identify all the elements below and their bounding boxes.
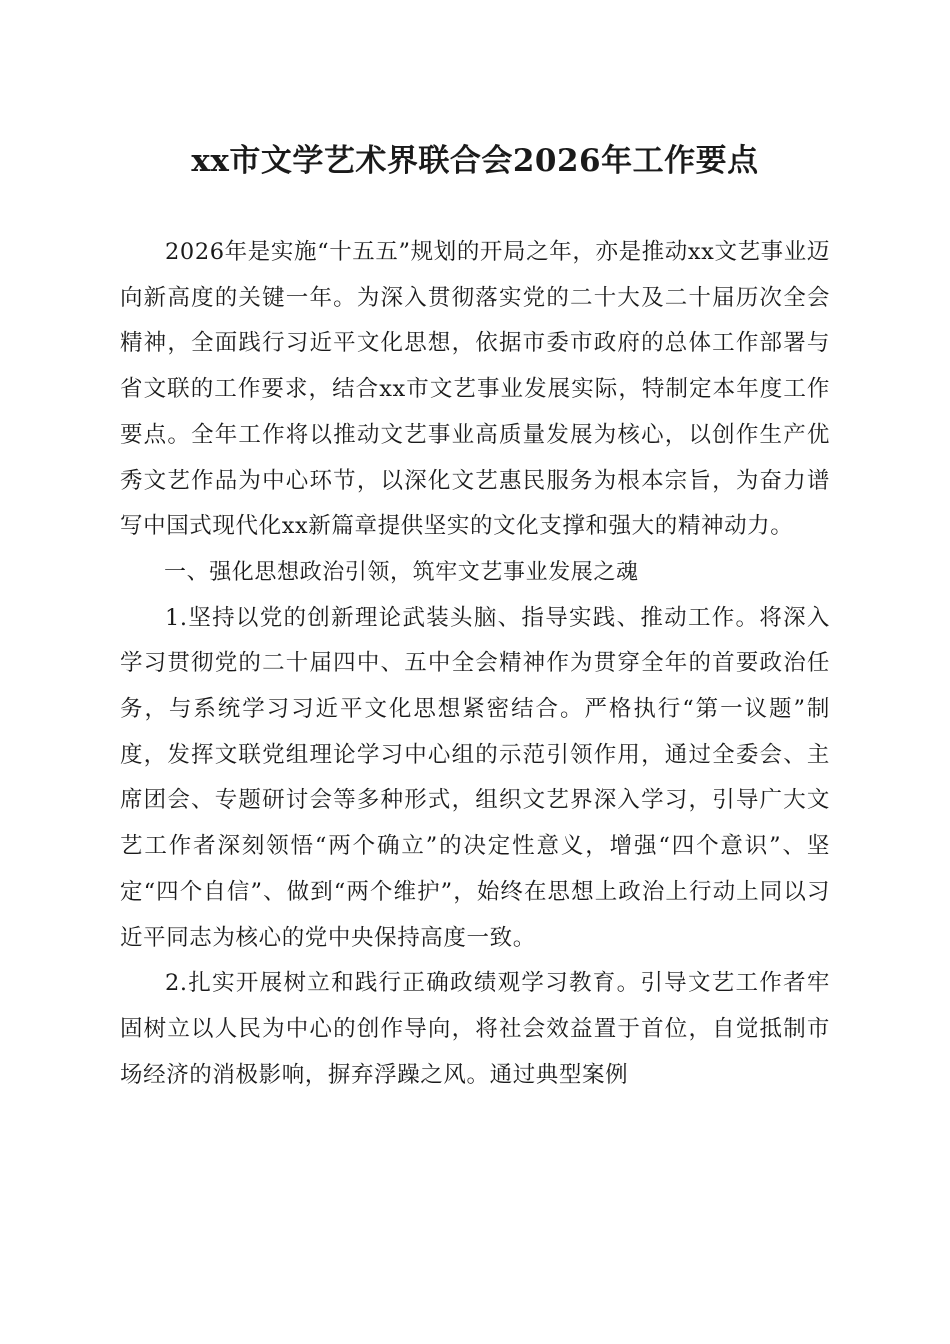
document-title: xx市文学艺术界联合会2026年工作要点 xyxy=(191,143,759,179)
intro-paragraph: 2026年是实施“十五五”规划的开局之年，亦是推动xx文艺事业迈向新高度的关键一年。为深入贯彻落实党的二十大及二十届历次全会精神，全面践行习近平文化思想，依据市委市政府的总体工作部署与省文联的工作要求，结合xx市文艺事业发展实际，特制定本年度工作要点。全年工作将以推动文艺事业高质量发展为核心，以创作生产优秀文艺作品为中心环节，以深化文艺惠民服务为根本宗旨，为奋力谱写中国式现代化xx新篇章提供坚实的文化支撑和强大的精神动力。 xyxy=(120,239,830,540)
document-body xyxy=(120,230,830,1098)
section-heading: 一、强化思想政治引领，筑牢文艺事业发展之魂 xyxy=(164,559,639,585)
section-item-paragraph: 2.扎实开展树立和践行正确政绩观学习教育。引导文艺工作者牢固树立以人民为中心的创作导向，将社会效益置于首位，自觉抵制市场经济的消极影响，摒弃浮躁之风。通过典型案例 xyxy=(120,970,830,1088)
section-item-paragraph: 1.坚持以党的创新理论武装头脑、指导实践、推动工作。将深入学习贯彻党的二十届四中、五中全会精神作为贯穿全年的首要政治任务，与系统学习习近平文化思想紧密结合。严格执行“第一议题”制度，发挥文联党组理论学习中心组的示范引领作用，通过全委会、主席团会、专题研讨会等多种形式，组织文艺界深入学习，引导广大文艺工作者深刻领悟“两个确立”的决定性意义，增强“四个意识”、坚定“四个自信”、做到“两个维护”，始终在思想上政治上行动上同以习近平同志为核心的党中央保持高度一致。 xyxy=(120,604,830,951)
